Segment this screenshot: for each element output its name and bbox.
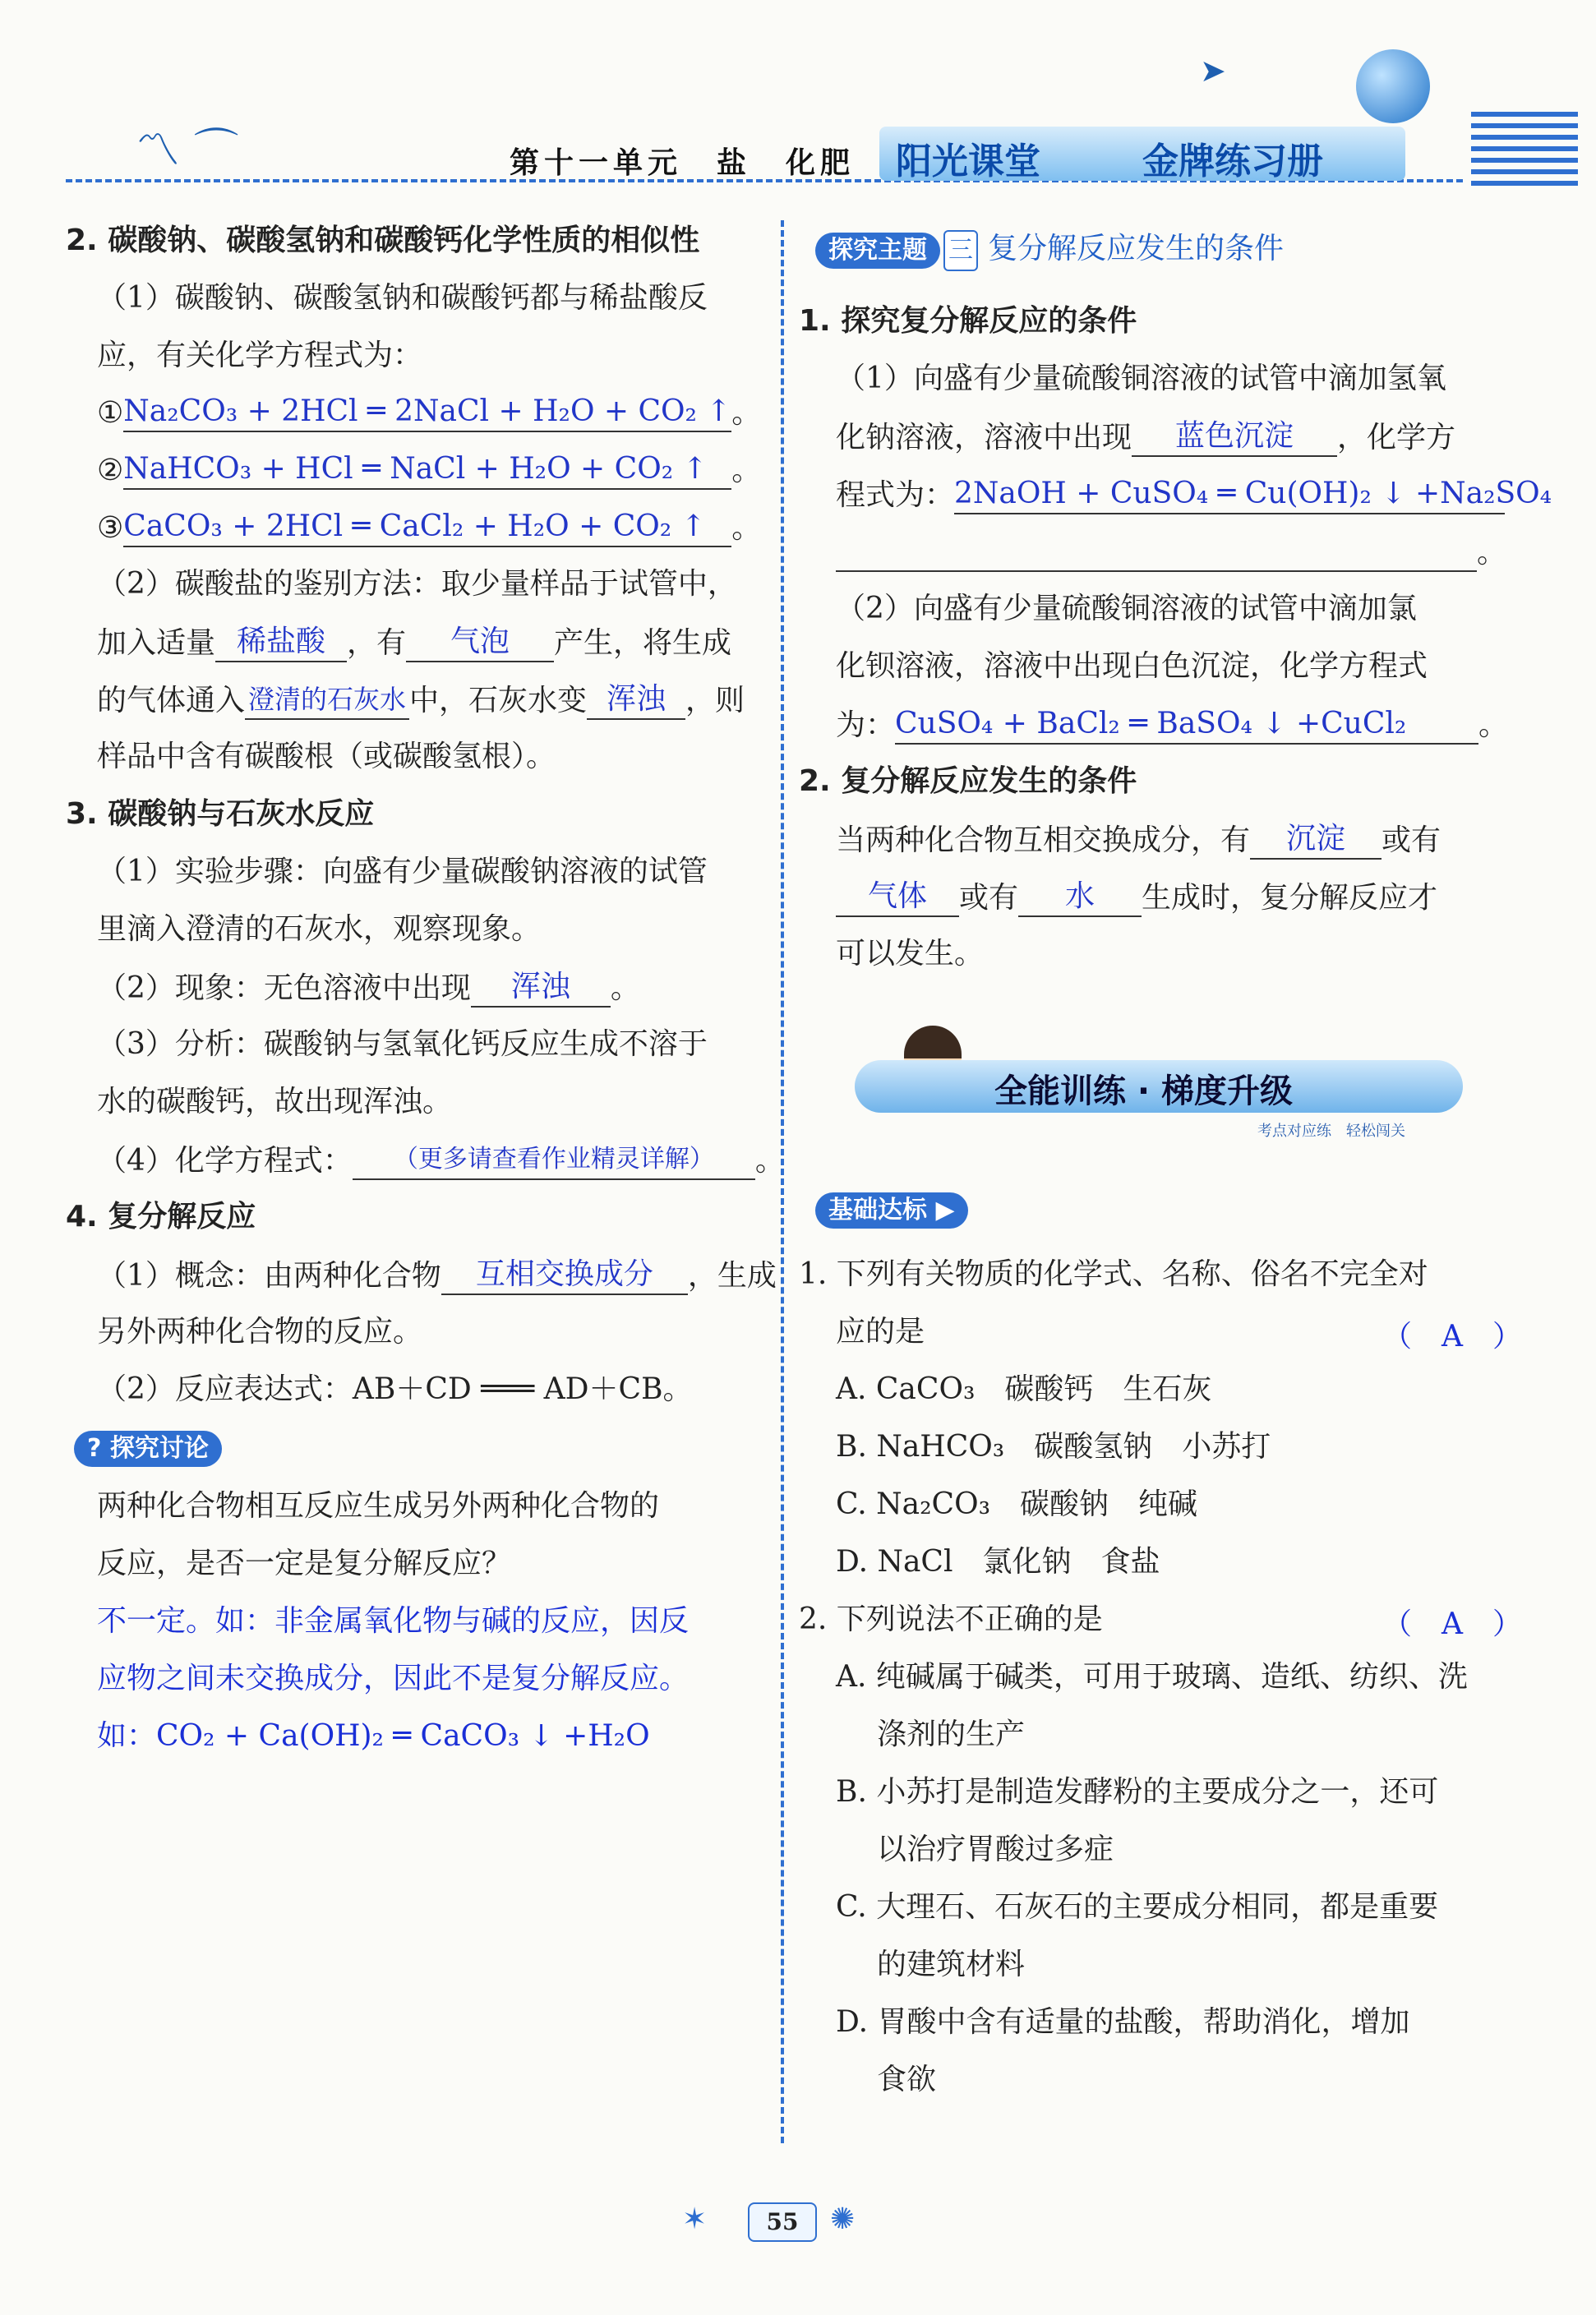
answer-line: 不一定。如：非金属氧化物与碱的反应，因反 bbox=[97, 1604, 690, 1638]
text-line: 里滴入澄清的石灰水，观察现象。 bbox=[97, 912, 542, 946]
q2-option-a: A. 纯碱属于碱类，可用于玻璃、造纸、纺织、洗 bbox=[836, 1660, 1468, 1694]
text-line: 化钠溶液，溶液中出现 蓝色沉淀 ，化学方 bbox=[836, 417, 1455, 457]
q2-option-c: C. 大理石、石灰石的主要成分相同，都是重要 bbox=[836, 1890, 1439, 1924]
answer-water: 水 bbox=[1018, 878, 1142, 917]
brand-banner bbox=[879, 127, 1405, 181]
basic-chip: 基础达标 ▶ bbox=[815, 1190, 968, 1229]
q1-option-a: A. CaCO₃ 碳酸钙 生石灰 bbox=[836, 1372, 1212, 1406]
section-4-title: 4. 复分解反应 bbox=[66, 1200, 256, 1234]
text-line: （1）碳酸钠、碳酸氢钠和碳酸钙都与稀盐酸反 bbox=[97, 281, 708, 315]
answer-turbid: 浑浊 bbox=[587, 680, 685, 720]
text-line: 反应，是否一定是复分解反应？ bbox=[97, 1547, 512, 1580]
paper-plane-icon: ➤ bbox=[1200, 53, 1226, 89]
text-line: （4）化学方程式： （更多请查看作业精灵详解） 。 bbox=[97, 1141, 785, 1180]
globe-icon bbox=[1356, 49, 1430, 123]
question-2: 2. 下列说法不正确的是 bbox=[799, 1603, 1103, 1636]
banner-subtitle: 考点对应练 轻松闯关 bbox=[1257, 1123, 1405, 1140]
play-icon: ▶ bbox=[935, 1196, 955, 1224]
brand-part-b: 金牌练习册 bbox=[1142, 141, 1323, 182]
text-line: 两种化合物相互反应生成另外两种化合物的 bbox=[97, 1489, 660, 1523]
text-line: （1）向盛有少量硫酸铜溶液的试管中滴加氢氧 bbox=[836, 362, 1446, 395]
answer-limewater: 澄清的石灰水 bbox=[245, 680, 409, 720]
answer-precipitate: 沉淀 bbox=[1250, 820, 1382, 860]
page-number: 55 bbox=[748, 2202, 817, 2242]
answer-more: （更多请查看作业精灵详解） bbox=[353, 1141, 755, 1180]
answer-turbid-2: 浑浊 bbox=[471, 968, 611, 1008]
answer-line: 应物之间未交换成分，因此不是复分解反应。 bbox=[97, 1662, 690, 1695]
text-line: （2）向盛有少量硫酸铜溶液的试管中滴加氯 bbox=[836, 592, 1417, 625]
text-line: 的建筑材料 bbox=[877, 1948, 1026, 1981]
q2-option-b: B. 小苏打是制造发酵粉的主要成分之一，还可 bbox=[836, 1775, 1439, 1809]
text-line: 样品中含有碳酸根（或碳酸氢根）。 bbox=[97, 740, 556, 773]
q1-option-c: C. Na₂CO₃ 碳酸钠 纯碱 bbox=[836, 1487, 1198, 1521]
star-icon: ✶ bbox=[682, 2202, 708, 2236]
q1-option-b: B. NaHCO₃ 碳酸氢钠 小苏打 bbox=[836, 1430, 1271, 1464]
q2-answer: （ A ） bbox=[1382, 1607, 1522, 1641]
q1-option-d: D. NaCl 氯化钠 食盐 bbox=[836, 1545, 1160, 1579]
header-stripes bbox=[1471, 112, 1578, 191]
text-line: 另外两种化合物的反应。 bbox=[97, 1315, 423, 1349]
brand-part-a: 阳光课堂 bbox=[896, 141, 1040, 182]
answer-blue-ppt: 蓝色沉淀 bbox=[1132, 417, 1337, 457]
equation-2: ②NaHCO₃ + HCl ═ NaCl + H₂O + CO₂ ↑ 。 bbox=[97, 450, 761, 490]
text-line: （2）现象：无色溶液中出现 浑浊 。 bbox=[97, 968, 640, 1008]
text-line: 食欲 bbox=[877, 2063, 937, 2096]
equation-3: ③CaCO₃ + 2HCl ═ CaCl₂ + H₂O + CO₂ ↑ 。 bbox=[97, 508, 761, 547]
text-line: 应的是 bbox=[836, 1315, 925, 1349]
r1-title: 1. 探究复分解反应的条件 bbox=[799, 304, 1137, 338]
section-2-title: 2. 碳酸钠、碳酸氢钠和碳酸钙化学性质的相似性 bbox=[66, 224, 700, 257]
pinwheel-icon: ✺ bbox=[830, 2202, 856, 2236]
page-header bbox=[66, 99, 1463, 189]
text-line: （3）分析：碳酸钠与氢氧化钙反应生成不溶于 bbox=[97, 1027, 708, 1061]
answer-swap: 互相交换成分 bbox=[441, 1256, 688, 1295]
unit-title: 第十一单元 盐 化肥 bbox=[510, 146, 856, 180]
training-banner: 全能训练 · 梯度升级 bbox=[855, 1060, 1463, 1113]
text-line: 当两种化合物互相交换成分，有 沉淀 或有 bbox=[836, 820, 1441, 860]
section-3-title: 3. 碳酸钠与石灰水反应 bbox=[66, 797, 375, 831]
text-line: 加入适量 稀盐酸 ，有 气泡 产生，将生成 bbox=[97, 623, 731, 662]
discussion-chip: ? 探究讨论 bbox=[74, 1428, 222, 1467]
text-line: 水的碳酸钙，故出现浑浊。 bbox=[97, 1085, 453, 1118]
answer-line: 如：CO₂ + Ca(OH)₂ ═ CaCO₃ ↓ +H₂O bbox=[97, 1719, 650, 1753]
text-line: （1）实验步骤：向盛有少量碳酸钠溶液的试管 bbox=[97, 855, 708, 888]
text-line: 以治疗胃酸过多症 bbox=[877, 1833, 1114, 1866]
text-line: 为：CuSO₄ + BaCl₂ ═ BaSO₄ ↓ +CuCl₂ 。 bbox=[836, 705, 1508, 745]
answer-gas: 气泡 bbox=[406, 623, 554, 662]
text-line: （2）反应表达式：AB＋CD ═══ AD＋CB。 bbox=[97, 1372, 693, 1406]
r2-title: 2. 复分解反应发生的条件 bbox=[799, 764, 1137, 798]
text-line: 程式为：2NaOH + CuSO₄ ═ Cu(OH)₂ ↓ +Na₂SO₄ bbox=[836, 475, 1505, 514]
text-line: （2）碳酸盐的鉴别方法：取少量样品于试管中， bbox=[97, 567, 737, 601]
text-line: 涤剂的生产 bbox=[877, 1718, 1026, 1751]
text-line: 的气体通入 澄清的石灰水 中，石灰水变 浑浊 ，则 bbox=[97, 680, 745, 720]
text-line: 气体 或有 水 生成时，复分解反应才 bbox=[836, 878, 1437, 917]
blank-line: 。 bbox=[836, 533, 1506, 572]
text-line: 应，有关化学方程式为： bbox=[97, 339, 423, 372]
column-divider bbox=[781, 220, 784, 2143]
text-line: （1）概念：由两种化合物 互相交换成分 ，生成 bbox=[97, 1256, 777, 1295]
question-icon: ? bbox=[87, 1434, 102, 1463]
birds-icon: 〽 ⌒ bbox=[136, 124, 239, 176]
answer-gas-2: 气体 bbox=[836, 878, 959, 917]
question-1: 1. 下列有关物质的化学式、名称、俗名不完全对 bbox=[799, 1257, 1428, 1291]
equation-1: ①Na₂CO₃ + 2HCl ═ 2NaCl + H₂O + CO₂ ↑。 bbox=[97, 393, 761, 432]
text-line: 可以发生。 bbox=[836, 937, 985, 971]
text-line: 化钡溶液，溶液中出现白色沉淀，化学方程式 bbox=[836, 649, 1428, 683]
theme-header: 探究主题 三 复分解反应发生的条件 bbox=[815, 230, 1284, 271]
answer-acid: 稀盐酸 bbox=[215, 623, 347, 662]
q2-option-d: D. 胃酸中含有适量的盐酸，帮助消化，增加 bbox=[836, 2005, 1410, 2039]
q1-answer: （ A ） bbox=[1382, 1320, 1522, 1353]
